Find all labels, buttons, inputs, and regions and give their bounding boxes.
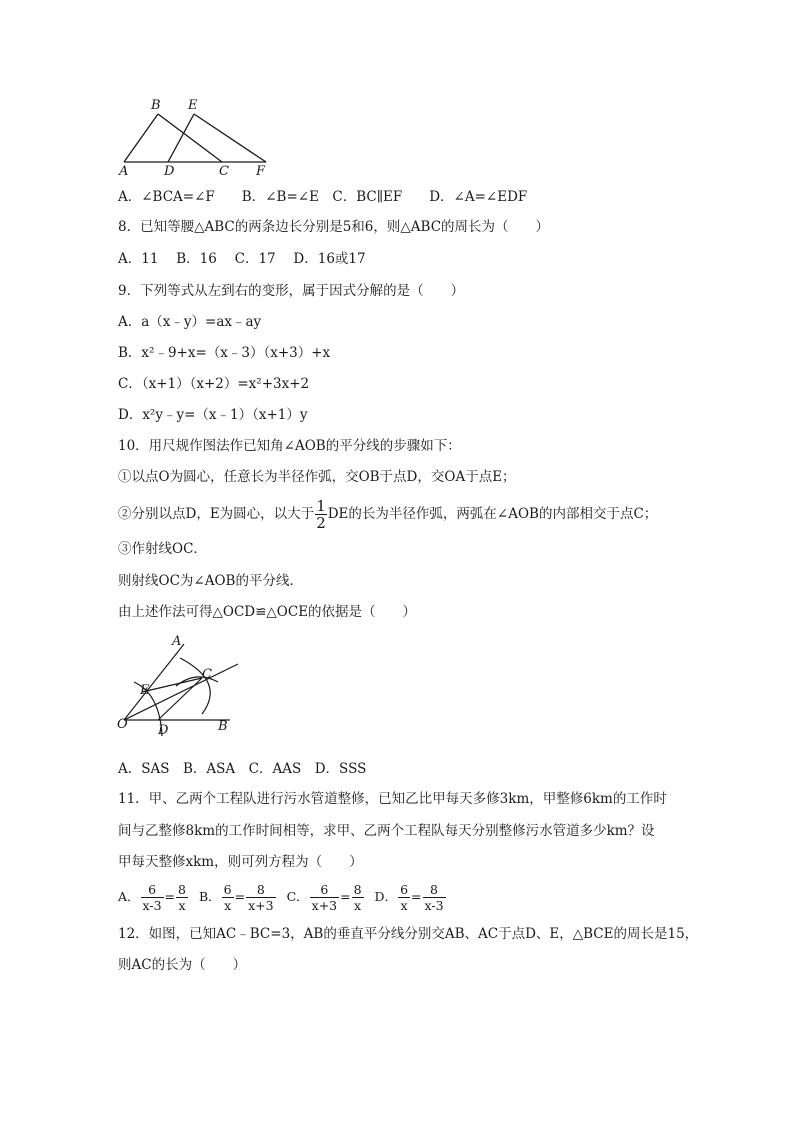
q10-question: 由上述作法可得△OCD≌△OCE的依据是（ ） — [118, 604, 417, 620]
q11-line1: 11．甲、乙两个工程队进行污水管道整修，已知乙比甲每天多修3km，甲整修6km的工作时 — [118, 791, 667, 807]
label-D: D — [158, 723, 169, 738]
fraction — [246, 882, 275, 913]
fraction — [222, 882, 234, 913]
numerator: 8 — [353, 882, 362, 897]
option-label: B． — [198, 889, 221, 904]
q11-option-a: A． $\frac{6}{x-3}$ = $\frac{8}{x}$ — [118, 882, 186, 913]
q10-stem: 10．用尺规作图法作已知角∠AOB的平分线的步骤如下： — [118, 438, 461, 454]
triangles-figure — [110, 92, 280, 182]
q10-options: A．SAS B．ASA C．AAS D．SSS — [118, 761, 367, 777]
q9-option-a: A．a（x﹣y）=ax﹣ay — [118, 314, 262, 330]
q11-option-b: B． $\frac{6}{x}$ = $\frac{8}{x+3}$ — [198, 882, 274, 913]
q10-step2 — [118, 496, 657, 532]
fraction — [398, 882, 410, 913]
option-label: A． — [118, 889, 140, 904]
label-O: O — [117, 717, 128, 732]
label-E: E — [188, 98, 198, 113]
q12-line2: 则AC的长为（ ） — [118, 957, 247, 973]
q10-step1: ①以点O为圆心，任意长为半径作弧，交OB于点D，交OA于点E； — [118, 469, 516, 485]
fraction — [310, 882, 339, 913]
label-C: C — [219, 164, 229, 179]
label-A: A — [172, 634, 182, 649]
q10-step2-post: DE的长为半径作弧，两弧在∠AOB的内部相交于点C； — [327, 506, 658, 522]
option-label: C． — [286, 889, 309, 904]
q11-option-d: D． $\frac{6}{x}$ = $\frac{8}{x-3}$ — [374, 882, 444, 913]
label-D: D — [164, 164, 175, 179]
denominator: x — [178, 898, 186, 913]
denominator: x+3 — [311, 898, 338, 913]
label-C: C — [202, 667, 212, 682]
fraction — [352, 882, 364, 913]
denominator: x-3 — [424, 898, 444, 913]
numerator: 8 — [246, 882, 275, 898]
label-A: A — [119, 164, 129, 179]
numerator: 6 — [400, 882, 409, 897]
denominator: x — [400, 898, 408, 913]
denominator: x+3 — [248, 898, 274, 913]
numerator: 8 — [423, 882, 446, 898]
label-B: B — [218, 719, 228, 734]
label-E: E — [140, 683, 150, 698]
label-F: F — [256, 164, 266, 179]
fraction — [176, 882, 188, 913]
q10-step2-pre: ②分别以点D，E为圆心，以大于 — [118, 506, 315, 522]
q10-step3: ③作射线OC． — [118, 541, 207, 557]
denominator: x — [354, 898, 362, 913]
q12-line1: 12．如图，已知AC﹣BC=3，AB的垂直平分线分别交AB、AC于点D、E，△BCE的周长是15， — [118, 926, 699, 942]
numerator: 8 — [178, 882, 186, 897]
q9-option-d: D．x²y﹣y=（x﹣1）（x+1）y — [118, 407, 308, 423]
denominator: x-3 — [142, 898, 162, 913]
q8-stem: 8．已知等腰△ABC的两条边长分别是5和6，则△ABC的周长为（ ） — [118, 219, 550, 235]
q11-line2: 间与乙整修8km的工作时间相等，求甲、乙两个工程队每天分别整修污水管道多少km？设 — [118, 823, 655, 839]
denominator: x — [224, 898, 232, 913]
half-numerator: 1 — [316, 497, 326, 515]
q11-option-c: C． $\frac{6}{x+3}$ = $\frac{8}{x}$ — [286, 882, 362, 913]
numerator: 6 — [310, 882, 339, 898]
fraction — [141, 882, 164, 913]
q11-line3: 甲每天整修xkm，则可列方程为（ ） — [118, 854, 363, 870]
option-label: D． — [374, 889, 398, 904]
label-B: B — [151, 98, 161, 113]
numerator: 6 — [223, 882, 232, 897]
numerator: 6 — [141, 882, 164, 898]
one-half-fraction — [315, 498, 327, 531]
q9-stem: 9．下列等式从左到右的变形，属于因式分解的是（ ） — [118, 283, 465, 299]
q10-conclusion: 则射线OC为∠AOB的平分线． — [118, 573, 303, 589]
q9-option-b: B．x²﹣9+x=（x﹣3）（x+3）+x — [118, 345, 331, 361]
q7-options: A．∠BCA=∠F B．∠B=∠E C．BC∥EF D．∠A=∠EDF — [118, 189, 528, 205]
half-denominator: 2 — [316, 514, 326, 532]
q11-options — [118, 879, 453, 915]
q9-option-c: C．（x+1）（x+2）=x²+3x+2 — [118, 376, 310, 392]
angle-bisector-figure — [112, 628, 244, 746]
fraction — [423, 882, 446, 913]
q8-options: A．11 B．16 C．17 D．16或17 — [118, 251, 366, 267]
